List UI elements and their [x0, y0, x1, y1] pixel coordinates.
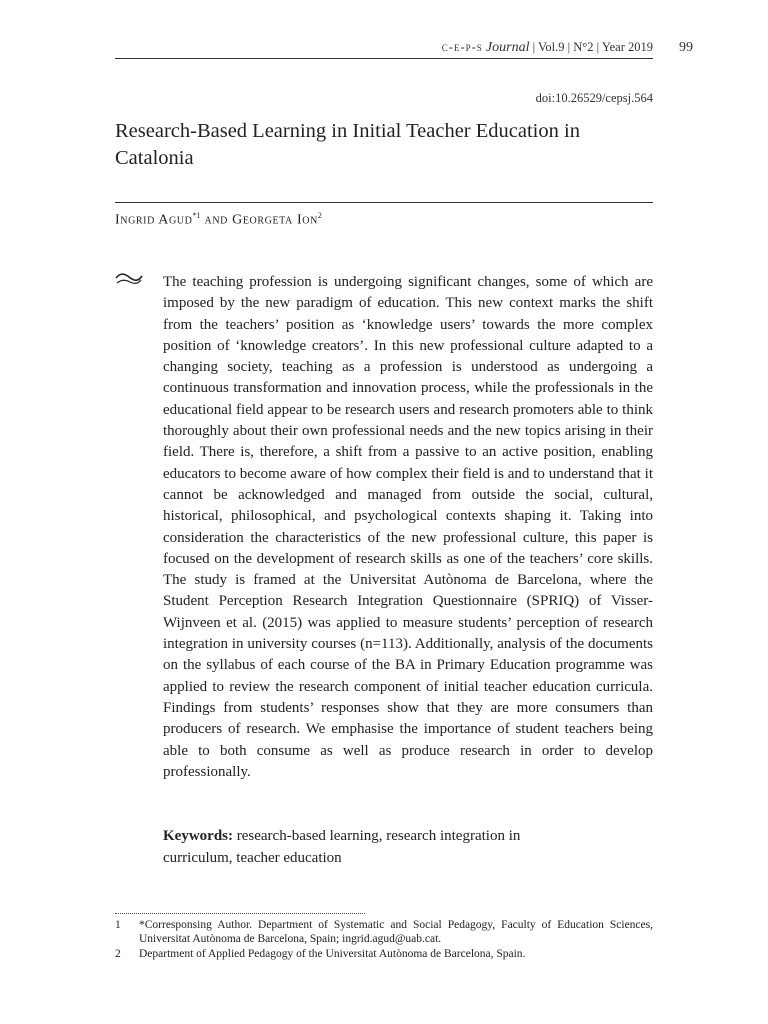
keywords-label: Keywords:: [163, 828, 233, 844]
abstract: The teaching profession is undergoing significant changes, some of which are imposed by the new paradigm of education. This new context marks the shift from the teachers’ position as ‘knowledge users’ towards the more complex position of ‘knowledge creators’. In this new professional culture adapted to a changing society, teaching as a profession is understood as undergoing a continuous transformation and innovation process, while the professionals in the educational field appear to be research users and research promoters able to think thoroughly about their own professional needs and the new topics arising in their field. There is, therefore, a shift from a passive to an active position, enabling educators to become aware of how complex their field is and to understand that it cannot be acknowledged and managed from outside the social, cultural, historical, philosophical, and psychological contexts shaping it. Taking into consideration the characteristics of the new professional culture, this paper is focused on the development of research skills as one of the teachers’ core skills. The study is framed at the Universitat Autònoma de Barcelona, where the Student Perception Research Integration Questionnaire (SPRIQ) of Visser-Wijnveen et al. (2015) was applied to measure students’ perception of research integration in university courses (n=113). Additionally, analysis of the documents on the syllabus of each course of the BA in Primary Education programme was applied to review the research component of initial teacher education curricula. Findings from students’ responses show that they are more consumers than producers of research. We emphasise the importance of student teachers being able to both consume as well as produce research in order to develop professionally.: [163, 274, 653, 780]
footnote-text: *Corresponsing Author. Department of Systematic and Social Pedagogy, Faculty of Education Sciences, Universitat Autònoma de Barcelona, Spain; ingrid.agud@uab.cat.: [139, 919, 653, 945]
journal-brand: c-e-p-s: [441, 40, 483, 54]
page-number: 99: [679, 40, 693, 55]
author-name: Ingrid Agud: [115, 212, 193, 228]
header-divider: [115, 58, 653, 59]
author-list: [115, 211, 322, 229]
footnote: [115, 918, 653, 946]
author-marks: 2: [317, 211, 322, 220]
footnote: [115, 947, 653, 961]
keywords: [163, 826, 583, 869]
doi: doi:10.26529/cepsj.564: [535, 91, 653, 105]
journal-issue: | Vol.9 | N°2 | Year 2019: [532, 40, 653, 54]
keywords-text: research-based learning, research integration in curriculum, teacher education: [163, 828, 521, 866]
title-divider: [115, 202, 653, 203]
author-marks: *1: [192, 211, 201, 220]
running-head: [442, 40, 653, 56]
journal-name: Journal: [485, 40, 530, 55]
author-name: Georgeta Ion: [232, 212, 318, 228]
author-connector: and: [200, 212, 233, 228]
article-title: Research-Based Learning in Initial Teacher Education in Catalonia: [115, 120, 580, 169]
tilde-ornament-icon: [114, 272, 144, 286]
footnote-number: 1: [115, 919, 121, 931]
footnote-text: Department of Applied Pedagogy of the Universitat Autònoma de Barcelona, Spain.: [139, 948, 526, 960]
footnote-number: 2: [115, 948, 121, 960]
footnote-divider: [115, 913, 365, 914]
